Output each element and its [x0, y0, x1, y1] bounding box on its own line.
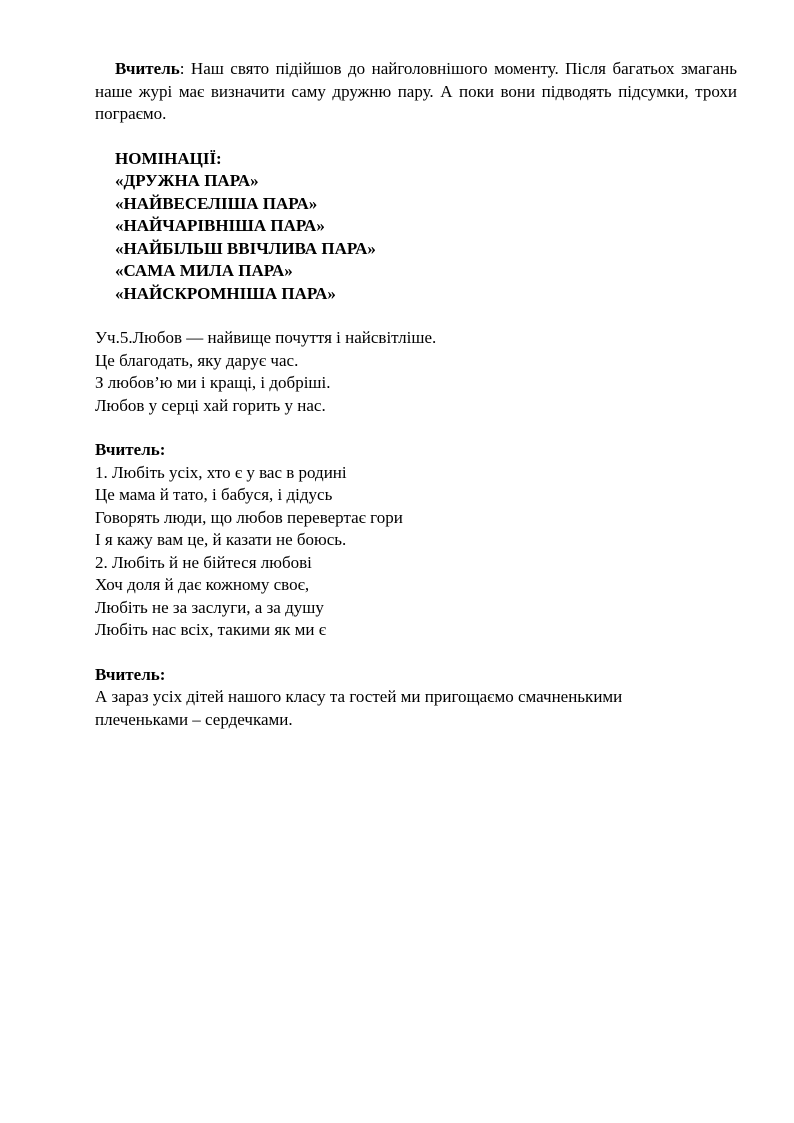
- poem-line: Хоч доля й дає кожному своє,: [95, 575, 310, 594]
- intro-paragraph: [95, 58, 737, 126]
- nomination-item: «НАЙВЕСЕЛІША ПАРА»: [115, 193, 318, 213]
- poem-line: Любіть нас всіх, такими як ми є: [95, 620, 327, 639]
- poem-line: Це благодать, яку дарує час.: [95, 350, 299, 370]
- poem-line: І я кажу вам це, й казати не боюсь.: [95, 530, 347, 549]
- nominations-heading: НОМІНАЦІЇ:: [115, 148, 222, 168]
- document-page: [95, 58, 737, 731]
- poem-line: Любіть не за заслуги, а за душу: [95, 597, 324, 617]
- poem-line: 2. Любіть й не бійтеся любові: [95, 552, 312, 572]
- teacher-poem-heading: Вчитель:: [95, 440, 166, 459]
- poem-line: З любов’ю ми і кращі, і добріші.: [95, 373, 331, 392]
- student-poem: [95, 327, 737, 417]
- closing-line: А зараз усіх дітей нашого класу та гостей ми пригощаємо смачненькими: [95, 687, 623, 706]
- intro-text: : Наш свято підійшов до найголовнішого моменту. Після багатьох змагань наше журі має визначити саму дружню пару. А поки вони підводять підсумки, трохи пограємо.: [95, 59, 737, 123]
- nomination-item: «НАЙЧАРІВНІША ПАРА»: [115, 216, 325, 235]
- poem-line: Уч.5.Любов — найвище почуття і найсвітліше.: [95, 328, 437, 347]
- poem-line: Говорять люди, що любов перевертає гори: [95, 507, 403, 527]
- nomination-item: «САМА МИЛА ПАРА»: [115, 261, 293, 280]
- nomination-item: «НАЙСКРОМНІША ПАРА»: [115, 283, 336, 303]
- closing-section: [95, 664, 737, 732]
- poem-line: Любов у серці хай горить у нас.: [95, 395, 326, 415]
- nomination-item: «НАЙБІЛЬШ ВВІЧЛИВА ПАРА»: [115, 238, 376, 258]
- poem-line: Це мама й тато, і бабуся, і дідусь: [95, 485, 333, 504]
- nominations-block: [115, 148, 737, 306]
- closing-line: плеченьками – сердечками.: [95, 709, 293, 729]
- closing-heading: Вчитель:: [95, 664, 166, 684]
- teacher-poem: [95, 439, 737, 642]
- intro-speaker: Вчитель: [115, 59, 180, 78]
- nomination-item: «ДРУЖНА ПАРА»: [115, 171, 259, 190]
- poem-line: 1. Любіть усіх, хто є у вас в родині: [95, 462, 347, 482]
